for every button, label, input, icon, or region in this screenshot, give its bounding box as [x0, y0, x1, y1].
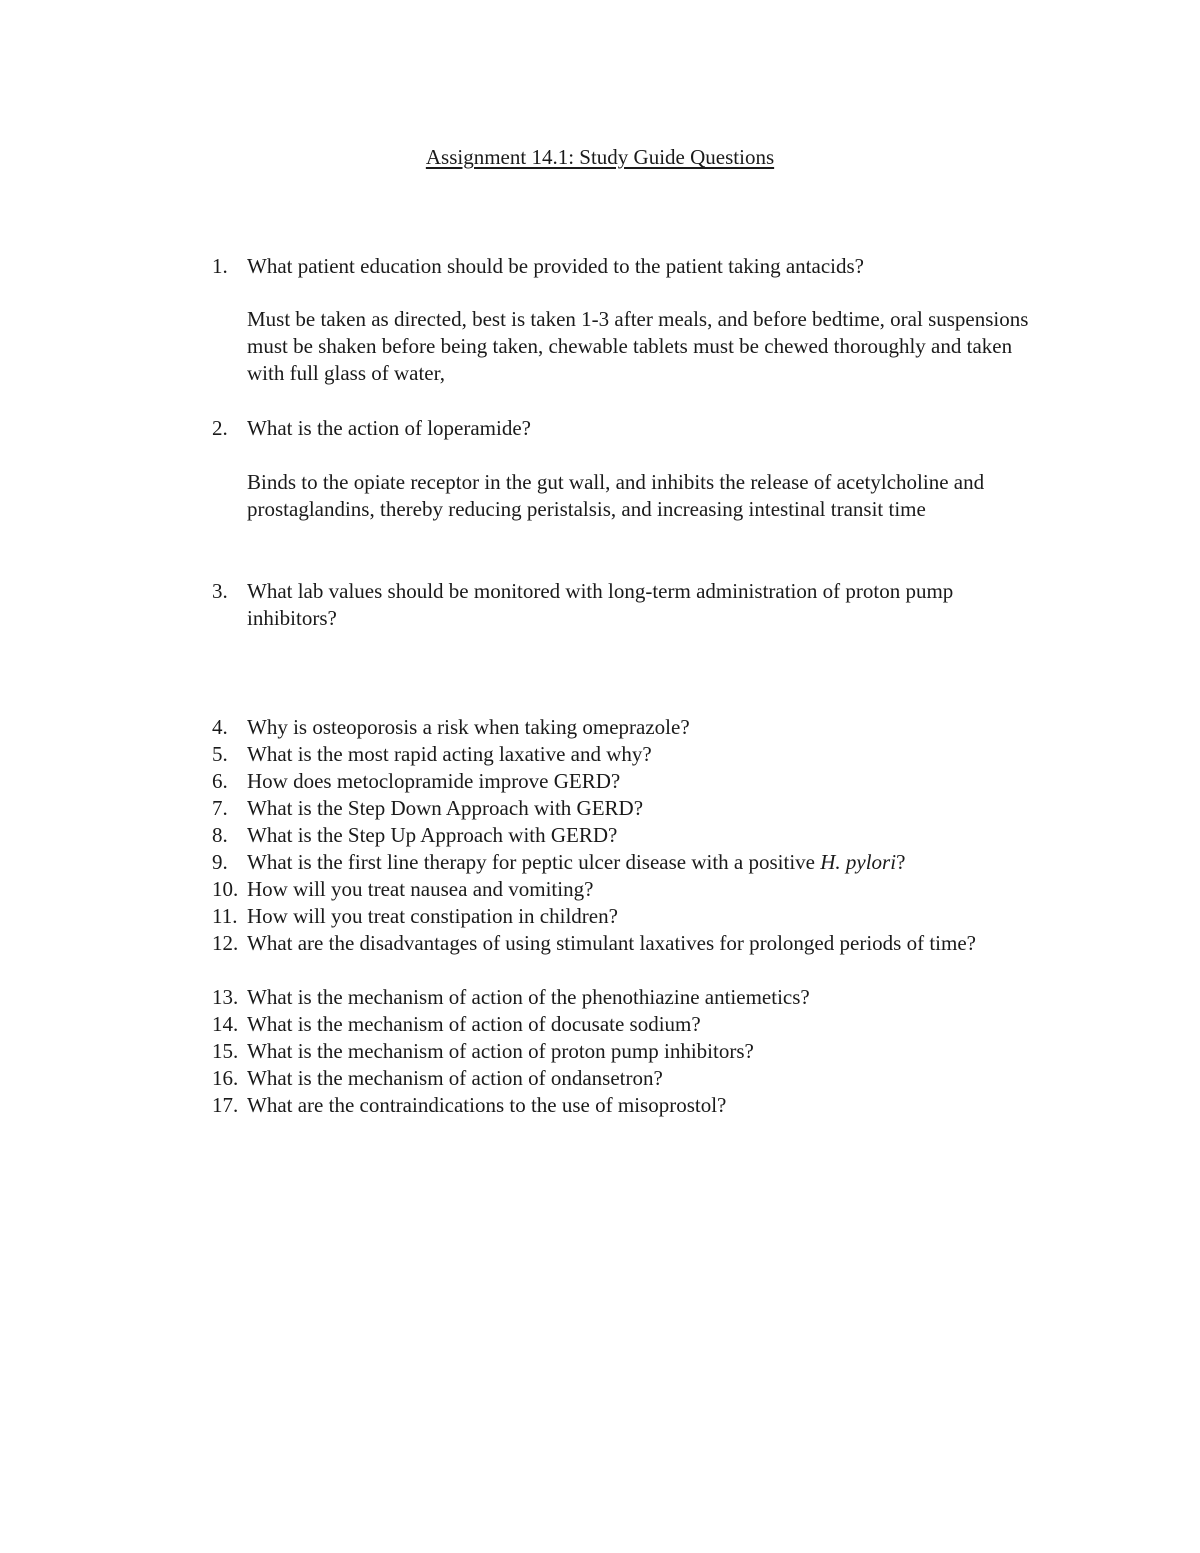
question-2: [212, 415, 1032, 442]
question-number: 7.: [212, 796, 228, 820]
answer-2: Binds to the opiate receptor in the gut wall, and inhibits the release of acetylcholine and prostaglandins, thereby reducing peristalsis, and increasing intestinal transit time: [247, 470, 985, 521]
question-7: [212, 795, 1032, 822]
question-6: [212, 768, 1032, 795]
question-5: [212, 741, 1032, 768]
question-number: 6.: [212, 769, 228, 793]
question-16: [212, 1065, 1032, 1092]
question-number: 8.: [212, 823, 228, 847]
question-text: What is the mechanism of action of docusate sodium?: [247, 1012, 701, 1036]
document-title: Assignment 14.1: Study Guide Questions: [425, 145, 775, 169]
question-15: [212, 1038, 1032, 1065]
question-number: 12.: [212, 931, 239, 955]
question-number: 9.: [212, 850, 228, 874]
question-8: [212, 822, 1032, 849]
question-number: 4.: [212, 715, 228, 739]
question-text: What is the Step Up Approach with GERD?: [247, 823, 618, 847]
question-10: [212, 876, 1032, 903]
question-text: How will you treat nausea and vomiting?: [247, 877, 594, 901]
question-number: 10.: [212, 877, 239, 901]
question-number: 5.: [212, 742, 228, 766]
question-text: What is the action of loperamide?: [247, 416, 531, 440]
question-1: [212, 253, 1032, 280]
question-12: [212, 930, 1032, 957]
question-text: What are the contraindications to the use of misoprostol?: [247, 1093, 727, 1117]
question-number: 11.: [212, 904, 238, 928]
organism-name: H. pylori: [820, 850, 897, 874]
question-14: [212, 1011, 1032, 1038]
question-4: [212, 714, 1032, 741]
question-text-end: ?: [896, 850, 906, 874]
question-text: What is the mechanism of action of proton pump inhibitors?: [247, 1039, 754, 1063]
question-17: [212, 1092, 1032, 1119]
question-11: [212, 903, 1032, 930]
question-number: 17.: [212, 1093, 239, 1117]
answer-1: Must be taken as directed, best is taken 1-3 after meals, and before bedtime, oral suspensions must be shaken before being taken, chewable tablets must be chewed thoroughly and taken with full glass of water,: [247, 307, 1029, 385]
question-text: What is the most rapid acting laxative and why?: [247, 742, 652, 766]
question-number: 15.: [212, 1039, 239, 1063]
question-text-start: What is the first line therapy for peptic ulcer disease with a positive: [247, 850, 821, 874]
question-number: 1.: [212, 254, 228, 278]
question-13: [212, 984, 1032, 1011]
question-text: What patient education should be provided to the patient taking antacids?: [247, 254, 864, 278]
question-text: What is the Step Down Approach with GERD?: [247, 796, 644, 820]
question-number: 3.: [212, 579, 228, 603]
question-number: 13.: [212, 985, 239, 1009]
question-9: [212, 849, 1032, 876]
question-3: [212, 578, 1032, 632]
question-text: What is the mechanism of action of the phenothiazine antiemetics?: [247, 985, 810, 1009]
question-text: Why is osteoporosis a risk when taking omeprazole?: [247, 715, 690, 739]
question-text: What lab values should be monitored with long-term administration of proton pump inhibitors?: [247, 579, 954, 630]
question-text: What is the mechanism of action of ondansetron?: [247, 1066, 663, 1090]
question-text: [247, 849, 1032, 876]
question-text: What are the disadvantages of using stimulant laxatives for prolonged periods of time?: [247, 931, 976, 955]
question-number: 16.: [212, 1066, 239, 1090]
question-number: 2.: [212, 416, 228, 440]
question-number: 14.: [212, 1012, 239, 1036]
question-text: How will you treat constipation in children?: [247, 904, 618, 928]
question-text: How does metoclopramide improve GERD?: [247, 769, 621, 793]
